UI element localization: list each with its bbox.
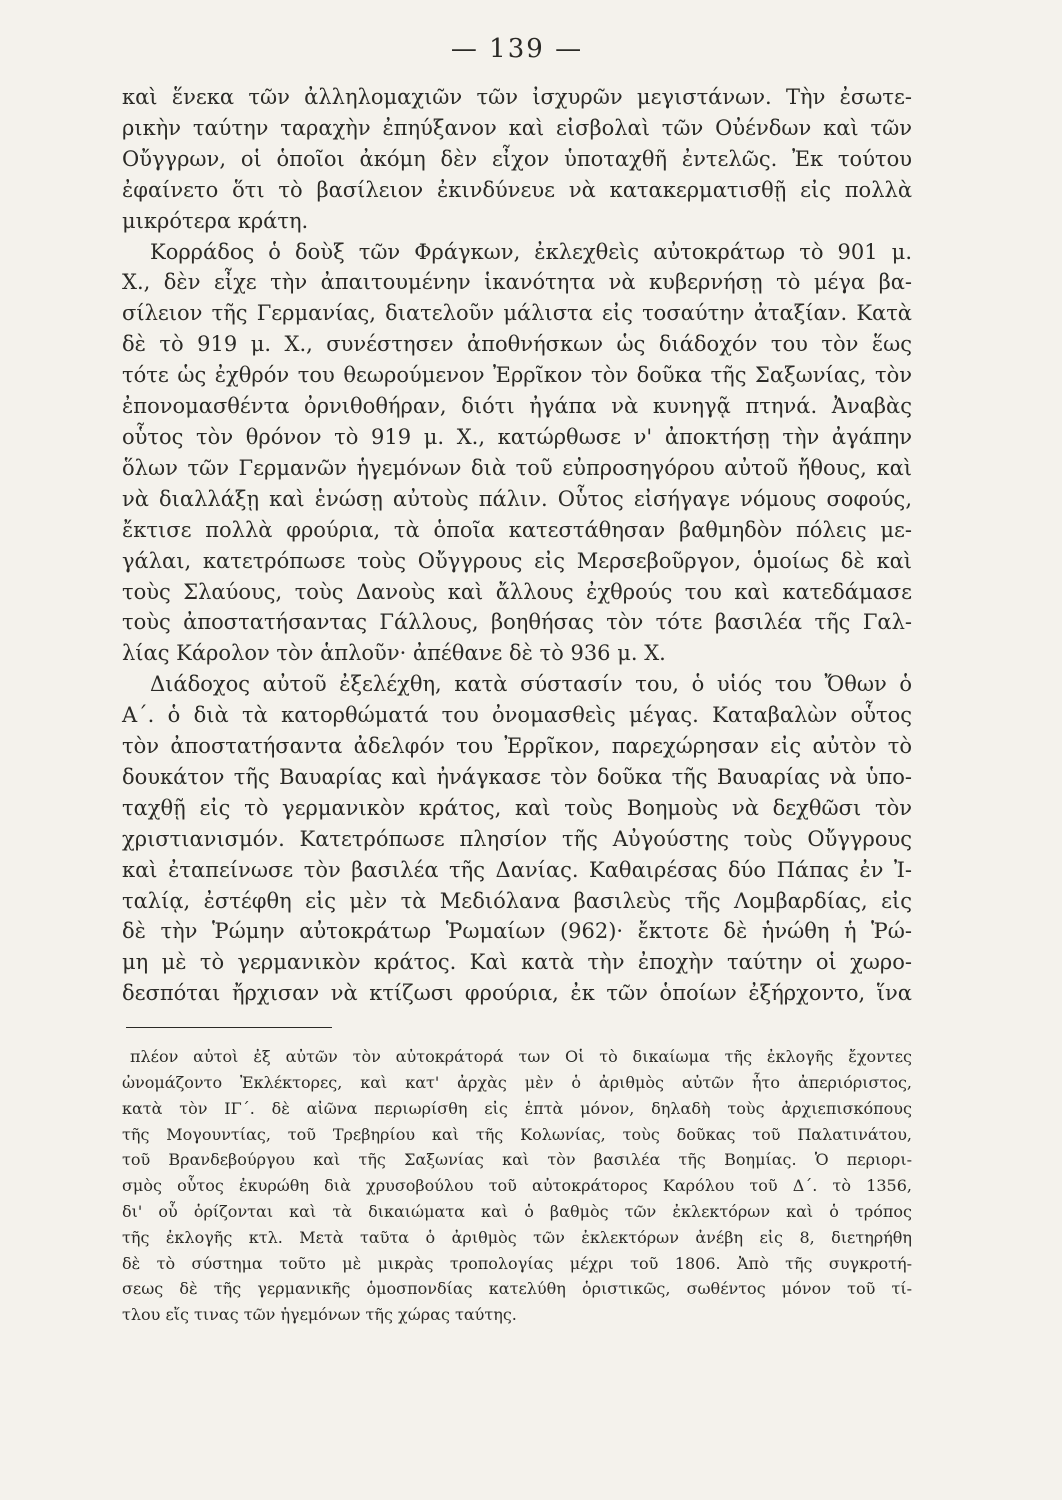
- text-line: μικρότερα κράτη.: [122, 208, 309, 233]
- text-line: λίας Κάρολον τὸν ἁπλοῦν· ἀπέθανε δὲ τὸ 936 μ. Χ.: [122, 641, 666, 666]
- text-line: Α΄. ὁ διὰ τὰ κατορθώματά του ὀνομασθεὶς μέγας. Καταβαλὼν οὗτος: [122, 703, 912, 728]
- footnote-line: δι' οὗ ὁρίζονται καὶ τὰ δικαιώματα καὶ ὁ βαθμὸς τῶν ἐκλεκτόρων καὶ ὁ τρόπος: [122, 1201, 912, 1221]
- footnote-line: τῆς Μογουντίας, τοῦ Τρεβηρίου καὶ τῆς Κολωνίας, τοὺς δοῦκας τοῦ Παλατινάτου,: [122, 1124, 912, 1144]
- footnote: [122, 1044, 912, 1328]
- text-line: Οὔγγρων, οἱ ὁποῖοι ἀκόμη δὲν εἶχον ὑποταχθῆ ἐντελῶς. Ἐκ τούτου: [122, 146, 912, 171]
- footnote-line: σεως δὲ τῆς γερμανικῆς ὁμοσπονδίας κατελύθη ὁριστικῶς, σωθέντος μόνον τοῦ τί-: [122, 1279, 912, 1299]
- text-line: Κορράδος ὁ δοὺξ τῶν Φράγκων, ἐκλεχθεὶς αὐτοκράτωρ τὸ 901 μ.: [150, 239, 912, 264]
- text-line: δουκάτον τῆς Βαυαρίας καὶ ἠνάγκασε τὸν δοῦκα τῆς Βαυαρίας νὰ ὑπο-: [122, 764, 912, 789]
- text-line: τοὺς ἀποστατήσαντας Γάλλους, βοηθήσας τὸν τότε βασιλέα τῆς Γαλ-: [122, 610, 912, 635]
- footnote-line: τλου εἴς τινας τῶν ἡγεμόνων τῆς χώρας ταύτης.: [122, 1305, 517, 1325]
- text-line: μη μὲ τὸ γερμανικὸν κράτος. Καὶ κατὰ τὴν ἐποχὴν ταύτην οἱ χωρο-: [122, 950, 912, 975]
- text-line: νὰ διαλλάξῃ καὶ ἑνώσῃ αὐτοὺς πάλιν. Οὗτος εἰσήγαγε νόμους σοφούς,: [122, 486, 912, 511]
- text-line: καὶ ἕνεκα τῶν ἀλληλομαχιῶν τῶν ἰσχυρῶν μεγιστάνων. Τὴν ἐσωτε-: [122, 85, 912, 109]
- text-line: δὲ τὴν Ῥώμην αὐτοκράτωρ Ῥωμαίων (962)· ἔκτοτε δὲ ἡνώθη ἡ Ῥώ-: [122, 919, 912, 944]
- text-line: τότε ὡς ἐχθρόν του θεωρούμενον Ἐρρῖκον τὸν δοῦκα τῆς Σαξωνίας, τὸν: [122, 363, 912, 388]
- text-line: ταχθῇ εἰς τὸ γερμανικὸν κράτος, καὶ τοὺς Βοημοὺς νὰ δεχθῶσι τὸν: [122, 795, 912, 820]
- text-line: Χ., δὲν εἶχε τὴν ἀπαιτουμένην ἱκανότητα νὰ κυβερνήσῃ τὸ μέγα βα-: [122, 270, 912, 295]
- text-line: ἐπονομασθέντα ὀρνιθοθήραν, διότι ἠγάπα νὰ κυνηγᾷ πτηνά. Ἀναβὰς: [122, 394, 912, 419]
- text-line: σίλειον τῆς Γερμανίας, διατελοῦν μάλιστα εἰς τοσαύτην ἀταξίαν. Κατὰ: [122, 301, 912, 326]
- footnote-line: πλέον αὐτοὶ ἐξ αὐτῶν τὸν αὐτοκράτορά των Οἱ τὸ δικαίωμα τῆς ἐκλογῆς ἔχοντες: [130, 1047, 912, 1067]
- text-line: Διάδοχος αὐτοῦ ἐξελέχθη, κατὰ σύστασίν του, ὁ υἱός του Ὄθων ὁ: [150, 672, 912, 697]
- text-line: οὗτος τὸν θρόνον τὸ 919 μ. Χ., κατώρθωσε ν' ἀποκτήσῃ τὴν ἀγάπην: [122, 424, 912, 449]
- text-line: καὶ ἐταπείνωσε τὸν βασιλέα τῆς Δανίας. Καθαιρέσας δύο Πάπας ἐν Ἰ-: [122, 857, 912, 882]
- text-line: χριστιανισμόν. Κατετρόπωσε πλησίον τῆς Αὐγούστης τοὺς Οὔγγρους: [122, 826, 912, 851]
- footnote-line: ὠνομάζοντο Ἐκλέκτορες, καὶ κατ' ἀρχὰς μὲν ὁ ἀριθμὸς αὐτῶν ἦτο ἀπεριόριστος,: [122, 1072, 912, 1092]
- page-number: — 139 —: [450, 34, 584, 64]
- text-line: τοὺς Σλαύους, τοὺς Δανοὺς καὶ ἄλλους ἐχθρούς του καὶ κατεδάμασε: [122, 579, 912, 604]
- text-line: δὲ τὸ 919 μ. Χ., συνέστησεν ἀποθνήσκων ὡς διάδοχόν του τὸν ἕως: [122, 332, 912, 357]
- text-line: ἔκτισε πολλὰ φρούρια, τὰ ὁποῖα κατεστάθησαν βαθμηδὸν πόλεις με-: [122, 517, 912, 542]
- text-line: τὸν ἀποστατήσαντα ἀδελφόν του Ἐρρῖκον, παρεχώρησαν εἰς αὐτὸν τὸ: [122, 734, 912, 759]
- text-line: ταλίᾳ, ἐστέφθη εἰς μὲν τὰ Μεδιόλανα βασιλεὺς τῆς Λομβαρδίας, εἰς: [122, 888, 912, 913]
- text-line: ὅλων τῶν Γερμανῶν ἡγεμόνων διὰ τοῦ εὐπροσηγόρου αὐτοῦ ἤθους, καὶ: [122, 455, 912, 480]
- main-text: [122, 82, 912, 1009]
- text-line: δεσπόται ἤρχισαν νὰ κτίζωσι φρούρια, ἐκ τῶν ὁποίων ἐξήρχοντο, ἵνα: [122, 981, 912, 1006]
- footnote-line: κατὰ τὸν ΙΓ΄. δὲ αἰῶνα περιωρίσθη εἰς ἑπτὰ μόνον, δηλαδὴ τοὺς ἀρχιεπισκόπους: [122, 1098, 912, 1118]
- text-line: γάλαι, κατετρόπωσε τοὺς Οὔγγρους εἰς Μερσεβοῦργον, ὁμοίως δὲ καὶ: [122, 548, 912, 573]
- footnote-divider: [126, 1027, 332, 1028]
- footnote-line: τῆς ἐκλογῆς κτλ. Μετὰ ταῦτα ὁ ἀριθμὸς τῶν ἐκλεκτόρων ἀνέβη εἰς 8, διετηρήθη: [122, 1227, 912, 1247]
- text-line: ἐφαίνετο ὅτι τὸ βασίλειον ἐκινδύνευε νὰ κατακερματισθῇ εἰς πολλὰ: [122, 177, 912, 202]
- footnote-line: σμὸς οὗτος ἐκυρώθη διὰ χρυσοβούλου τοῦ αὐτοκράτορος Καρόλου τοῦ Δ΄. τὸ 1356,: [122, 1176, 912, 1196]
- text-line: ρικὴν ταύτην ταραχὴν ἐπηύξανον καὶ εἰσβολαὶ τῶν Οὐένδων καὶ τῶν: [122, 115, 912, 140]
- footnote-line: δὲ τὸ σύστημα τοῦτο μὲ μικρὰς τροπολογίας μέχρι τοῦ 1806. Ἀπὸ τῆς συγκροτή-: [122, 1253, 912, 1273]
- footnote-line: τοῦ Βρανδεβούργου καὶ τῆς Σαξωνίας καὶ τὸν βασιλέα τῆς Βοημίας. Ὁ περιορι-: [122, 1150, 912, 1170]
